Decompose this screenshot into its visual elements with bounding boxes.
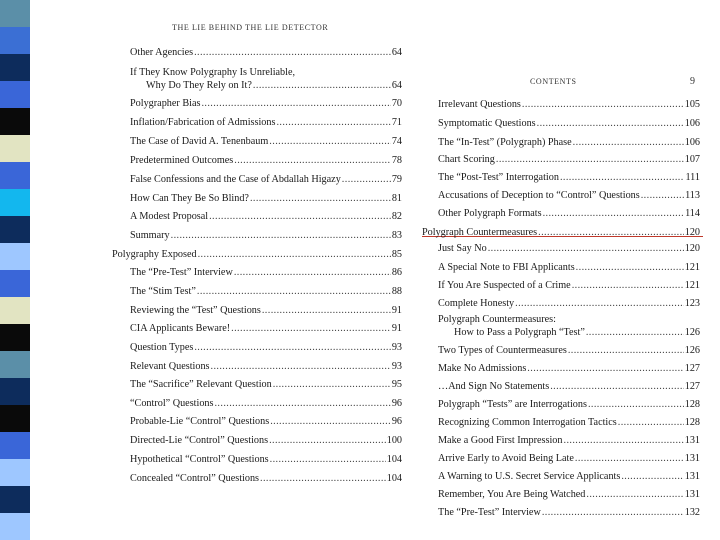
toc-entry-page: 107 (684, 154, 700, 165)
toc-entry-title: Polygrapher Bias (130, 98, 201, 109)
toc-entry-page: 95 (391, 379, 402, 390)
toc-entry-page: 82 (391, 211, 402, 222)
dot-leader (586, 488, 683, 501)
dot-leader (550, 380, 684, 393)
toc-entry-title: Arrive Early to Avoid Being Late (438, 453, 574, 464)
toc-entry-page: 74 (391, 136, 402, 147)
toc-entry (130, 266, 402, 279)
toc-entry-page: 71 (391, 117, 402, 128)
stripe-block (0, 216, 30, 243)
toc-entry (438, 452, 700, 465)
toc-entry-title: The Case of David A. Tenenbaum (130, 136, 269, 147)
toc-entry (130, 304, 402, 317)
toc-entry-title: Symptomatic Questions (438, 118, 536, 129)
toc-entry (438, 297, 700, 310)
toc-entry-page: 83 (391, 230, 402, 241)
toc-entry (438, 153, 700, 166)
toc-entry-title: Relevant Questions (130, 361, 210, 372)
toc-page-left (112, 0, 402, 540)
toc-entry-title: The “Pre-Test” Interview (130, 267, 233, 278)
toc-entry (130, 192, 402, 205)
toc-entry (130, 66, 402, 92)
stripe-block (0, 108, 30, 135)
toc-entry-page: 100 (386, 435, 402, 446)
stripe-block (0, 378, 30, 405)
toc-entry (438, 398, 700, 411)
toc-entry-page: 78 (391, 155, 402, 166)
toc-entry (130, 116, 402, 129)
toc-entry-page: 93 (391, 361, 402, 372)
toc-entry-title: Other Agencies (130, 47, 194, 58)
stripe-block (0, 486, 30, 513)
toc-entry-title: Irrelevant Questions (438, 99, 521, 110)
page-number: 9 (690, 76, 695, 87)
toc-entry-title: Hypothetical “Control” Questions (130, 454, 269, 465)
dot-leader (543, 207, 685, 220)
stripe-block (0, 81, 30, 108)
toc-entry-page: 96 (391, 398, 402, 409)
toc-entry-page: 114 (685, 208, 700, 219)
toc-entry-title-line: Polygraph Countermeasures: (438, 314, 556, 325)
stripe-block (0, 351, 30, 378)
toc-entry (112, 248, 402, 261)
dot-leader (575, 452, 684, 465)
toc-entry (438, 313, 700, 339)
dot-leader (538, 226, 684, 239)
toc-entry (438, 261, 700, 274)
toc-entry-title: A Warning to U.S. Secret Service Applicants (438, 471, 621, 482)
toc-entry-title: The “Pre-Test” Interview (438, 507, 541, 518)
toc-entry-page: 104 (386, 454, 402, 465)
toc-entry (130, 173, 402, 186)
stripe-block (0, 405, 30, 432)
toc-entry (130, 472, 402, 485)
dot-leader (621, 470, 683, 483)
toc-entry-title: …And Sign No Statements (438, 381, 550, 392)
toc-entry-title: Why Do They Rely on It? (146, 80, 252, 91)
toc-entry-page: 85 (391, 249, 402, 260)
toc-entry-title: Concealed “Control” Questions (130, 473, 260, 484)
toc-entry-title: Reviewing the “Test” Questions (130, 305, 261, 316)
toc-entry (438, 470, 700, 483)
toc-entry-title: How to Pass a Polygraph “Test” (454, 327, 585, 338)
toc-entry (438, 488, 700, 501)
dot-leader (588, 398, 684, 411)
toc-entry (422, 226, 700, 239)
toc-entry (130, 154, 402, 167)
toc-entry-title: CIA Applicants Beware! (130, 323, 231, 334)
toc-entry (438, 242, 700, 255)
toc-entry-title: Two Types of Countermeasures (438, 345, 567, 356)
toc-entry (130, 285, 402, 298)
toc-entry (438, 189, 700, 202)
toc-entry-page: 96 (391, 416, 402, 427)
dot-leader (198, 248, 391, 261)
stripe-block (0, 297, 30, 324)
toc-entry-page: 126 (684, 345, 700, 356)
toc-entry-title: Chart Scoring (438, 154, 495, 165)
toc-entry (130, 229, 402, 242)
toc-entry (438, 380, 700, 393)
toc-entry-title: Make a Good First Impression (438, 435, 563, 446)
dot-leader (641, 189, 684, 202)
toc-entry (130, 378, 402, 391)
stripe-block (0, 189, 30, 216)
dot-leader (197, 285, 391, 298)
toc-entry-title: How Can They Be So Blind? (130, 193, 249, 204)
toc-entry-page: 126 (684, 327, 700, 338)
toc-entry-title: Polygraphy Exposed (112, 249, 197, 260)
toc-entry-page: 123 (684, 298, 700, 309)
dot-leader (276, 116, 390, 129)
dot-leader (537, 117, 684, 130)
toc-entry (130, 397, 402, 410)
toc-entry-title: A Modest Proposal (130, 211, 209, 222)
running-head-right: CONTENTS (530, 77, 577, 86)
dot-leader (269, 135, 391, 148)
toc-entry (438, 207, 700, 220)
decorative-stripe-bar (0, 0, 30, 540)
toc-entry-page: 64 (391, 47, 402, 58)
toc-entry-title: Just Say No (438, 243, 487, 254)
toc-entry-page: 106 (684, 118, 700, 129)
toc-entry-title: If You Are Suspected of a Crime (438, 280, 571, 291)
dot-leader (214, 397, 390, 410)
dot-leader (273, 378, 391, 391)
toc-entry-title: The “Stim Test” (130, 286, 196, 297)
toc-entry (438, 416, 700, 429)
stripe-block (0, 432, 30, 459)
stripe-block (0, 270, 30, 297)
dot-leader (527, 362, 683, 375)
dot-leader (560, 171, 685, 184)
toc-entry-title: Probable-Lie “Control” Questions (130, 416, 270, 427)
toc-entry (438, 344, 700, 357)
toc-entry-title: The “Sacrifice” Relevant Question (130, 379, 272, 390)
toc-entry-page: 88 (391, 286, 402, 297)
dot-leader (342, 173, 391, 186)
toc-entry (130, 322, 402, 335)
toc-entry (130, 46, 402, 59)
stripe-block (0, 162, 30, 189)
toc-entry-page: 91 (391, 305, 402, 316)
toc-entry (438, 362, 700, 375)
toc-entry-page: 105 (684, 99, 700, 110)
dot-leader (234, 154, 391, 167)
toc-entry (130, 135, 402, 148)
toc-entry (438, 98, 700, 111)
toc-entry-page: 70 (391, 98, 402, 109)
toc-entry (130, 360, 402, 373)
toc-entry-page: 79 (391, 174, 402, 185)
toc-entry-page: 128 (684, 417, 700, 428)
toc-entry-title: The “In-Test” (Polygraph) Phase (438, 137, 572, 148)
toc-entry-page: 121 (684, 280, 700, 291)
dot-leader (171, 229, 391, 242)
stripe-block (0, 27, 30, 54)
dot-leader (231, 322, 391, 335)
toc-entry-page: 131 (684, 489, 700, 500)
toc-entry-title: The “Post-Test” Interrogation (438, 172, 559, 183)
toc-entry-title: Complete Honesty (438, 298, 515, 309)
dot-leader (194, 341, 390, 354)
dot-leader (564, 434, 684, 447)
running-head-left: THE LIE BEHIND THE LIE DETECTOR (172, 23, 329, 32)
toc-entry-page: 113 (685, 190, 700, 201)
stripe-block (0, 459, 30, 486)
toc-entry-page: 121 (684, 262, 700, 273)
toc-entry-page: 106 (684, 137, 700, 148)
toc-entry-title: Remember, You Are Being Watched (438, 489, 586, 500)
toc-entry-title: Directed-Lie “Control” Questions (130, 435, 269, 446)
toc-entry-page: 111 (685, 172, 700, 183)
toc-entry-title: Summary (130, 230, 170, 241)
toc-entry (130, 210, 402, 223)
toc-entry-title: Inflation/Fabrication of Admissions (130, 117, 276, 128)
stripe-block (0, 243, 30, 270)
toc-entry-page: 128 (684, 399, 700, 410)
toc-entry (130, 415, 402, 428)
toc-entry-page: 104 (386, 473, 402, 484)
toc-entry-page: 81 (391, 193, 402, 204)
toc-entry-title: Polygraph Countermeasures (422, 227, 538, 238)
dot-leader (201, 97, 390, 110)
dot-leader (211, 360, 391, 373)
toc-entry (438, 117, 700, 130)
dot-leader (260, 472, 386, 485)
stripe-block (0, 324, 30, 351)
dot-leader (488, 242, 684, 255)
toc-entry-title: Predetermined Outcomes (130, 155, 234, 166)
dot-leader (496, 153, 684, 166)
toc-entry-page: 93 (391, 342, 402, 353)
toc-entry (130, 453, 402, 466)
toc-entry-page: 127 (684, 363, 700, 374)
toc-entry-page: 131 (684, 453, 700, 464)
dot-leader (269, 434, 386, 447)
dot-leader (270, 453, 386, 466)
dot-leader (262, 304, 391, 317)
toc-entry (438, 171, 700, 184)
toc-entry-title: False Confessions and the Case of Abdallah Higazy (130, 174, 341, 185)
toc-entry-title: A Special Note to FBI Applicants (438, 262, 575, 273)
toc-entry-page: 127 (684, 381, 700, 392)
dot-leader (234, 266, 391, 279)
toc-entry (130, 434, 402, 447)
stripe-block (0, 513, 30, 540)
toc-entry (438, 434, 700, 447)
dot-leader (586, 326, 684, 339)
dot-leader (253, 79, 391, 92)
dot-leader (576, 261, 684, 274)
toc-entry (438, 136, 700, 149)
toc-entry (130, 341, 402, 354)
toc-entry-title: Recognizing Common Interrogation Tactics (438, 417, 617, 428)
toc-entry-page: 131 (684, 435, 700, 446)
toc-entry-title: “Control” Questions (130, 398, 214, 409)
toc-entry (438, 506, 700, 519)
dot-leader (515, 297, 684, 310)
toc-entry-page: 132 (684, 507, 700, 518)
toc-entry-page: 120 (684, 227, 700, 238)
dot-leader (522, 98, 684, 111)
dot-leader (572, 279, 684, 292)
toc-entry-page: 91 (391, 323, 402, 334)
dot-leader (568, 344, 684, 357)
toc-page-right (422, 0, 700, 540)
dot-leader (209, 210, 391, 223)
stripe-block (0, 54, 30, 81)
toc-entry-title: Question Types (130, 342, 194, 353)
dot-leader (618, 416, 684, 429)
dot-leader (194, 46, 391, 59)
stripe-block (0, 0, 30, 27)
dot-leader (270, 415, 391, 428)
toc-entry-page: 64 (391, 80, 402, 91)
dot-leader (542, 506, 684, 519)
toc-entry-page: 86 (391, 267, 402, 278)
toc-entry-title: Accusations of Deception to “Control” Questions (438, 190, 640, 201)
toc-entry-title: Other Polygraph Formats (438, 208, 542, 219)
toc-entry-title: Make No Admissions (438, 363, 527, 374)
dot-leader (250, 192, 391, 205)
stripe-block (0, 135, 30, 162)
toc-entry (438, 279, 700, 292)
toc-entry-title-line: If They Know Polygraphy Is Unreliable, (130, 67, 296, 78)
dot-leader (573, 136, 684, 149)
toc-entry-page: 120 (684, 243, 700, 254)
toc-entry-page: 131 (684, 471, 700, 482)
toc-entry (130, 97, 402, 110)
toc-entry-title: Polygraph “Tests” are Interrogations (438, 399, 587, 410)
